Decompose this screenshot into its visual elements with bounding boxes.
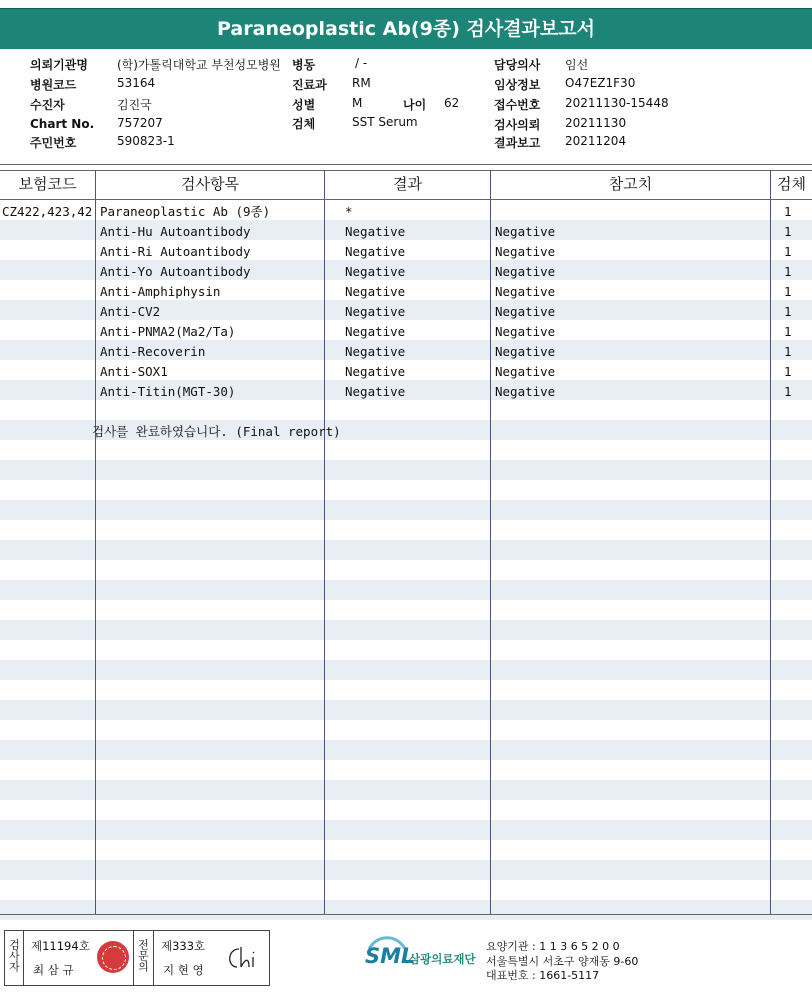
row-stripe	[0, 900, 812, 920]
clinical-value: O47EZ1F30	[565, 76, 636, 90]
request-label: 검사의뢰	[494, 118, 541, 132]
reference-cell: Negative	[495, 344, 556, 359]
reference-cell: Negative	[495, 384, 556, 399]
specialist-label-text: 전문의	[136, 939, 150, 972]
insurance-code-cell	[2, 342, 95, 362]
test-item-cell: Anti-Amphiphysin	[100, 284, 221, 299]
doctor-value: 임선	[565, 58, 589, 72]
sex-label: 성별	[292, 98, 316, 112]
insurance-code-cell	[2, 382, 95, 402]
insurance-code-cell	[2, 222, 95, 242]
age-value: 62	[444, 96, 460, 110]
reference-cell: Negative	[495, 324, 556, 339]
care-institution-code: 요양기관 : 1 1 3 6 5 2 0 0	[486, 940, 620, 953]
row-stripe	[0, 460, 812, 480]
specimen-cell: 1	[784, 344, 792, 359]
ward-value: / -	[355, 56, 368, 70]
test-item-cell: Anti-Hu Autoantibody	[100, 224, 251, 239]
insurance-code-cell: CZ422,423,42	[2, 204, 93, 219]
result-cell: Negative	[345, 244, 406, 259]
column-divider	[95, 170, 96, 914]
result-cell: *	[345, 204, 353, 219]
reference-cell: Negative	[495, 264, 556, 279]
report-date-value: 20211204	[565, 134, 627, 148]
column-header-specimen: 검체	[777, 175, 806, 193]
resident-label: 주민번호	[30, 136, 77, 150]
column-header-result: 결과	[393, 175, 422, 193]
specimen-cell: 1	[784, 364, 792, 379]
test-item-cell: Anti-Ri Autoantibody	[100, 244, 251, 259]
dept-value: RM	[352, 76, 371, 90]
test-item-cell: Anti-PNMA2(Ma2/Ta)	[100, 324, 236, 339]
signature-icon	[225, 943, 261, 973]
ward-label: 병동	[292, 58, 316, 72]
row-stripe	[0, 660, 812, 680]
report-date-label: 결과보고	[494, 136, 541, 150]
request-value: 20211130	[565, 116, 627, 130]
address: 서울특별시 서초구 양재동 9-60	[486, 955, 639, 968]
reference-cell: Negative	[495, 304, 556, 319]
receipt-label: 접수번호	[494, 98, 541, 112]
dept-label: 진료과	[292, 78, 327, 92]
column-header-item: 검사항목	[181, 175, 239, 193]
reference-cell: Negative	[495, 244, 556, 259]
column-header-code: 보험코드	[18, 175, 77, 193]
foundation-name: 삼광의료재단	[409, 952, 476, 966]
column-divider	[770, 170, 771, 914]
result-cell: Negative	[345, 344, 406, 359]
examiner-label-text: 검사자	[7, 939, 21, 972]
sex-value: M	[352, 96, 363, 110]
test-item-cell: Anti-Recoverin	[100, 344, 206, 359]
insurance-code-cell	[2, 262, 95, 282]
specimen-label: 검체	[292, 117, 316, 131]
specimen-value: SST Serum	[352, 115, 418, 129]
row-stripe	[0, 820, 812, 840]
final-report-note: 검사를 완료하였습니다. (Final report)	[92, 424, 341, 439]
row-stripe	[0, 740, 812, 760]
examiner-license: 제11194호	[31, 939, 90, 953]
insurance-code-cell	[2, 362, 95, 382]
row-stripe	[0, 780, 812, 800]
doctor-label: 담당의사	[494, 58, 541, 72]
column-header-reference: 참고치	[608, 175, 653, 193]
specimen-cell: 1	[784, 384, 792, 399]
logo-text: SML	[365, 944, 415, 968]
patient-value: 김진국	[117, 98, 152, 112]
chart-label: Chart No.	[30, 117, 95, 131]
reference-cell: Negative	[495, 224, 556, 239]
insurance-code-cell	[2, 302, 95, 322]
result-cell: Negative	[345, 304, 406, 319]
row-stripe	[0, 500, 812, 520]
age-label: 나이	[403, 98, 427, 112]
specialist-license: 제333호	[161, 939, 206, 953]
column-divider	[324, 170, 325, 914]
test-item-cell: Anti-Yo Autoantibody	[100, 264, 251, 279]
official-seal-icon	[97, 941, 129, 973]
examiner-name: 최 삼 규	[33, 963, 74, 977]
test-item-cell: Anti-SOX1	[100, 364, 168, 379]
specialist-label	[137, 939, 149, 974]
chart-value: 757207	[117, 116, 163, 130]
row-stripe	[0, 540, 812, 560]
specimen-cell: 1	[784, 324, 792, 339]
patient-label: 수진자	[30, 98, 65, 112]
test-item-cell: Paraneoplastic Ab (9종)	[100, 204, 271, 219]
insurance-code-cell	[2, 242, 95, 262]
test-item-cell: Anti-Titin(MGT-30)	[100, 384, 236, 399]
test-item-cell: Anti-CV2	[100, 304, 161, 319]
examiner-label	[8, 939, 20, 974]
row-stripe	[0, 700, 812, 720]
phone-number: 대표번호 : 1661-5117	[486, 969, 600, 982]
specimen-cell: 1	[784, 264, 792, 279]
result-cell: Negative	[345, 284, 406, 299]
header-divider	[0, 164, 812, 165]
result-cell: Negative	[345, 384, 406, 399]
specimen-cell: 1	[784, 204, 792, 219]
row-stripe	[0, 860, 812, 880]
specialist-name: 지 현 영	[163, 963, 204, 977]
report-title: Paraneoplastic Ab(9종) 검사결과보고서	[0, 8, 812, 49]
result-cell: Negative	[345, 224, 406, 239]
signature-box	[4, 930, 270, 986]
institution-value: (학)가톨릭대학교 부천성모병원	[117, 58, 281, 72]
reference-cell: Negative	[495, 364, 556, 379]
result-cell: Negative	[345, 324, 406, 339]
clinical-label: 임상정보	[494, 78, 541, 92]
specimen-cell: 1	[784, 284, 792, 299]
hospital-code-label: 병원코드	[30, 78, 77, 92]
reference-cell: Negative	[495, 284, 556, 299]
institution-label: 의뢰기관명	[30, 58, 88, 72]
specimen-cell: 1	[784, 304, 792, 319]
specimen-cell: 1	[784, 224, 792, 239]
insurance-code-cell	[2, 322, 95, 342]
resident-value: 590823-1	[117, 134, 175, 148]
row-stripe	[0, 620, 812, 640]
result-cell: Negative	[345, 264, 406, 279]
column-divider	[490, 170, 491, 914]
reference-cell	[495, 202, 765, 222]
header-underline	[0, 199, 812, 200]
insurance-code-cell	[2, 282, 95, 302]
specimen-cell: 1	[784, 244, 792, 259]
table-bottom-border	[0, 914, 812, 915]
receipt-value: 20211130-15448	[565, 96, 669, 110]
row-stripe	[0, 580, 812, 600]
result-cell: Negative	[345, 364, 406, 379]
hospital-code-value: 53164	[117, 76, 156, 90]
